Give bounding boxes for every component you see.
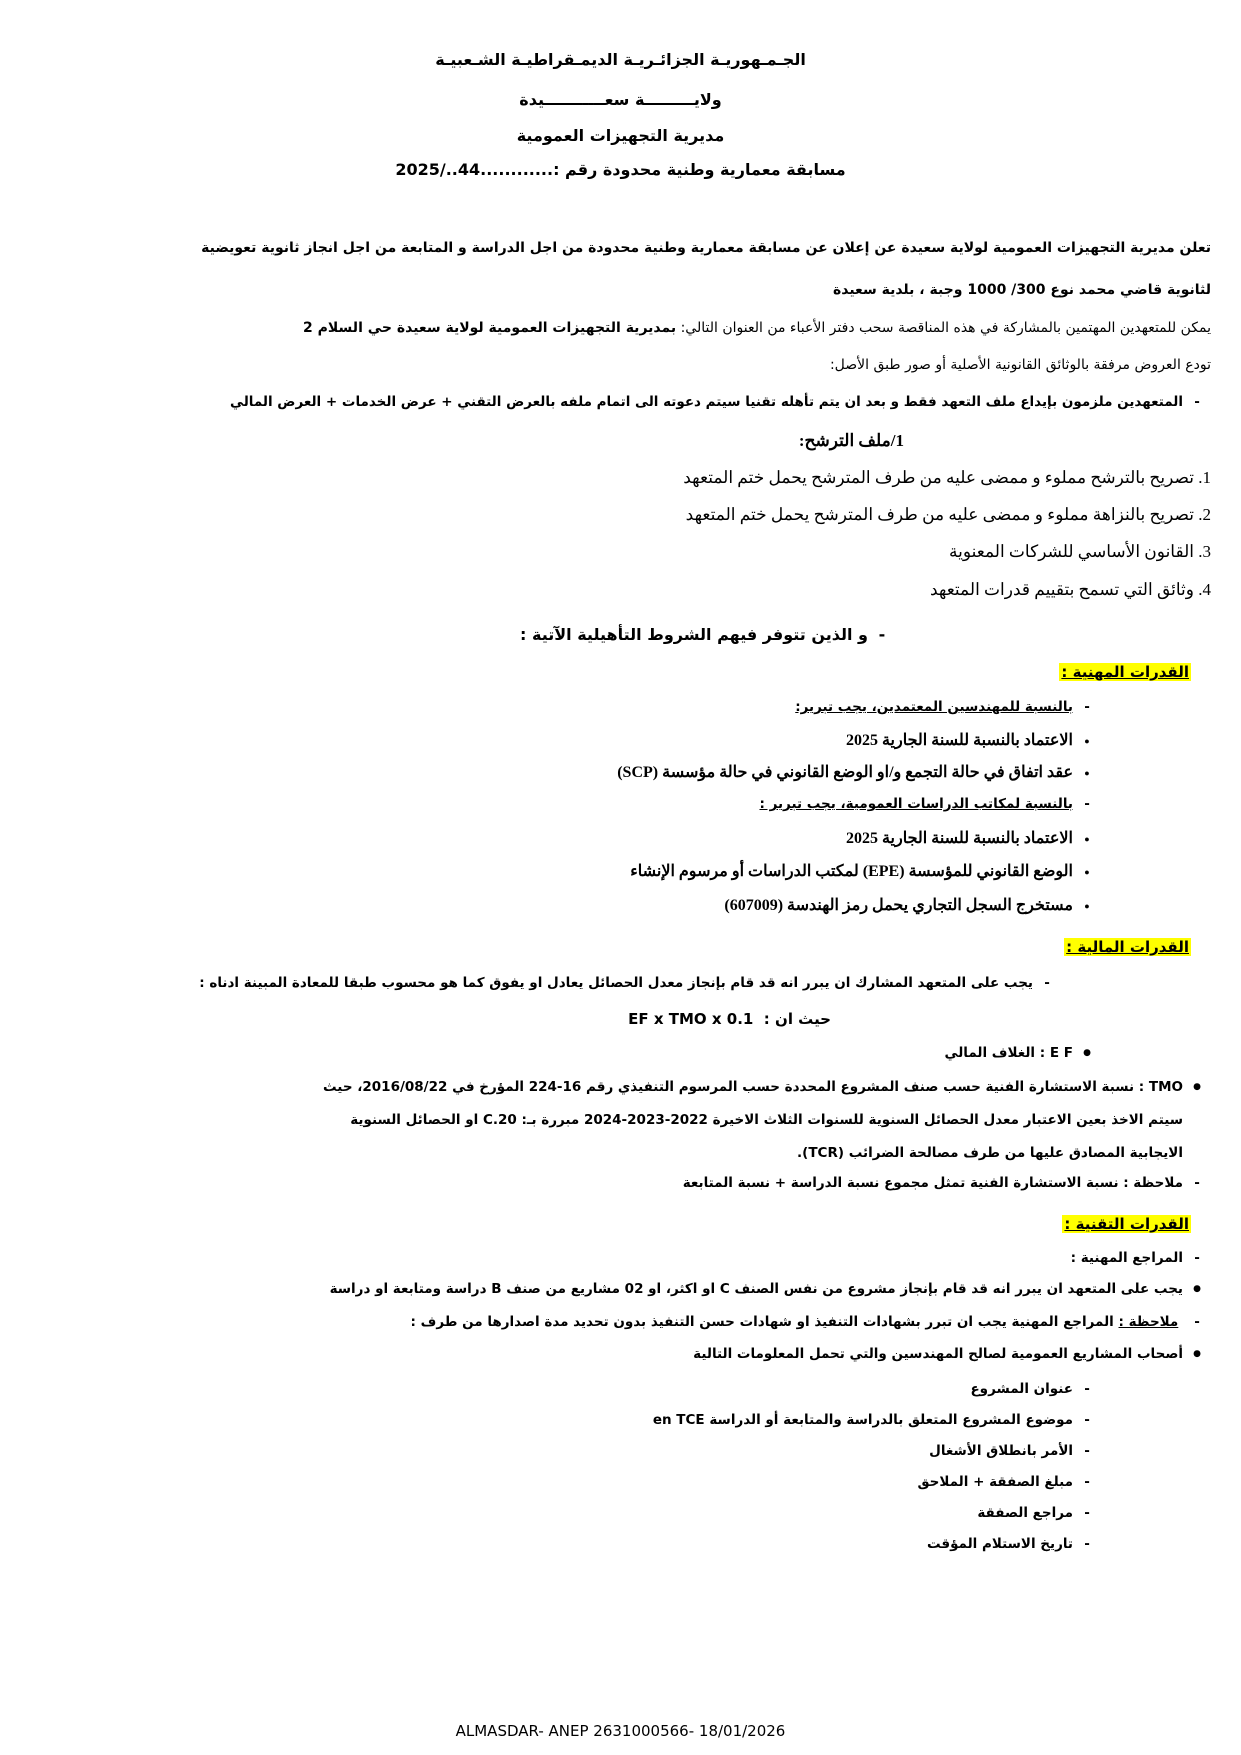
withdraw-text: يمكن للمتعهدين المهتمين بالمشاركة في هذه المناقصة سحب دفتر الأعباء من العنوان التالي:: [676, 320, 1211, 336]
competition-number: مسابقة معمارية وطنية محدودة رقم :............44../2025: [395, 160, 846, 179]
engineers-item-1: ● الاعتماد بالنسبة للسنة الجارية 2025: [846, 730, 1101, 750]
candidature-item-2: 2. تصريح بالنزاهة مملوء و ممضى عليه من طرف المترشح يحمل ختم المتعهد: [685, 505, 1211, 524]
info-item-4: - مبلغ الصفقة + الملاحق: [917, 1474, 1101, 1490]
republic-title: الجـمـهوريـة الجزائـريـة الديمـقراطيـة الشـعبيـة: [435, 50, 806, 69]
tmo-definition-2: سيتم الاخذ بعين الاعتبار معدل الحصائل السنوية للسنوات الثلاث الاخيرة 2022-2023-2024 مبررة بـ: C.20 او الحصائل السنوية: [350, 1112, 1183, 1128]
refs-note-label: ملاحظة :: [1118, 1314, 1179, 1330]
refs-note: [411, 1314, 1211, 1330]
intro-line-3: [303, 320, 1211, 336]
info-item-1: - عنوان المشروع: [970, 1381, 1101, 1397]
refs-note-text: المراجع المهنية يجب ان تبرر بشهادات التنفيذ او شهادات حسن التنفيذ بدون تحديد مدة اصدارها من طرف :: [410, 1314, 1119, 1330]
intro-line-2: لثانوية قاضي محمد نوع 300/ 1000 وجبة ، بلدية سعيدة: [832, 282, 1211, 298]
offices-title: بالنسبة لمكاتب الدراسات العمومية، يجب تبرير :: [759, 796, 1073, 812]
withdraw-address: بمديرية التجهيزات العمومية لولاية سعيدة حي السلام 2: [303, 320, 677, 336]
offices-item-1: ● الاعتماد بالنسبة للسنة الجارية 2025: [846, 828, 1101, 848]
engineers-item-2: ● عقد اتفاق في حالة التجمع و/او الوضع القانوني في حالة مؤسسة (SCP): [617, 762, 1101, 782]
refs-requirement: ● يجب على المتعهد ان يبرر انه قد قام بإنجاز مشروع من نفس الصنف C او اكثر، او 02 مشاريع من صنف B دراسة ومتابعة او دراسة: [330, 1281, 1211, 1297]
info-item-5: - مراجع الصفقة: [977, 1505, 1101, 1521]
financial-heading-wrap: [1064, 937, 1191, 956]
intro-line-4: تودع العروض مرفقة بالوثائق القانونية الأصلية أو صور طبق الأصل:: [829, 357, 1211, 373]
info-item-2: - موضوع المشروع المتعلق بالدراسة والمتابعة أو الدراسة en TCE: [653, 1412, 1101, 1428]
wilaya-title: ولايـــــــــة سعـــــــــــيدة: [519, 90, 722, 109]
owners-item: ● أصحاب المشاريع العمومية لصالح المهندسين والتي تحمل المعلومات التالية: [693, 1346, 1211, 1362]
candidature-title: 1/ملف الترشح:: [798, 431, 904, 450]
directorate-title: مديرية التجهيزات العمومية: [516, 126, 725, 145]
professional-heading-wrap: [1059, 662, 1191, 681]
refs-title: - المراجع المهنية :: [1071, 1250, 1211, 1266]
conditions-intro: - و الذين تتوفر فيهم الشروط التأهيلية الآتية :: [520, 625, 896, 644]
info-item-3: - الأمر بانطلاق الأشغال: [929, 1443, 1101, 1459]
tmo-definition-3: الايجابية المصادق عليها من طرف مصالحة الضرائب (TCR).: [797, 1145, 1183, 1161]
formula-where: حيث ان :: [763, 1010, 831, 1028]
tmo-definition-1: ● TMO : نسبة الاستشارة الفنية حسب صنف المشروع المحددة حسب المرسوم التنفيذي رقم 16-224 المؤرخ في 2016/08/22، حيث: [30, 1079, 1211, 1095]
financial-formula-line: [628, 1010, 831, 1028]
technical-heading-wrap: [1062, 1214, 1191, 1233]
financial-requirement: - يجب على المتعهد المشارك ان يبرر انه قد قام بإنجاز معدل الحصائل يعادل او يفوق كما هو محسوب طبقا للمعادة المبينة ادناه :: [199, 975, 1061, 991]
ef-definition: ● E F : الغلاف المالي: [945, 1045, 1101, 1061]
offices-item-2: ● الوضع القانوني للمؤسسة (EPE) لمكتب الدراسات أو مرسوم الإنشاء: [630, 861, 1101, 881]
intro-line-5: - المتعهدين ملزمون بإيداع ملف التعهد فقط و بعد ان يتم تأهله تقنيا سيتم دعوته الى اتمام ملفه بالعرض التقني + عرض الخدمات + العرض المالي: [230, 394, 1211, 410]
financial-heading: القدرات المالية :: [1066, 938, 1189, 956]
candidature-item-4: 4. وثائق التي تسمح بتقييم قدرات المتعهد: [929, 580, 1211, 599]
technical-heading: القدرات التقنية :: [1064, 1215, 1189, 1233]
candidature-item-3: 3. القانون الأساسي للشركات المعنوية: [948, 542, 1211, 561]
offices-item-3: ● مستخرج السجل التجاري يحمل رمز الهندسة (607009): [724, 895, 1101, 915]
intro-line-1: تعلن مديرية التجهيزات العمومية لولاية سعيدة عن إعلان عن مسابقة معمارية وطنية محدودة من اجل الدراسة و المتابعة من اجل انجاز ثانوية تعويضية: [201, 240, 1211, 256]
offices-title-wrap: [759, 796, 1101, 812]
engineers-title: بالنسبة للمهندسين المعتمدين، يجب تبرير:: [795, 699, 1073, 715]
footer-reference: ALMASDAR- ANEP 2631000566- 18/01/2026: [455, 1722, 786, 1740]
info-item-6: - تاريخ الاستلام المؤقت: [927, 1536, 1101, 1552]
candidature-item-1: 1. تصريح بالترشح مملوء و ممضى عليه من طرف المترشح يحمل ختم المتعهد: [683, 468, 1211, 487]
financial-note: - ملاحظة : نسبة الاستشارة الفنية تمثل مجموع نسبة الدراسة + نسبة المتابعة: [683, 1175, 1211, 1191]
formula: EF x TMO x 0.1: [628, 1010, 754, 1028]
engineers-title-wrap: [795, 699, 1101, 715]
professional-heading: القدرات المهنية :: [1061, 663, 1189, 681]
